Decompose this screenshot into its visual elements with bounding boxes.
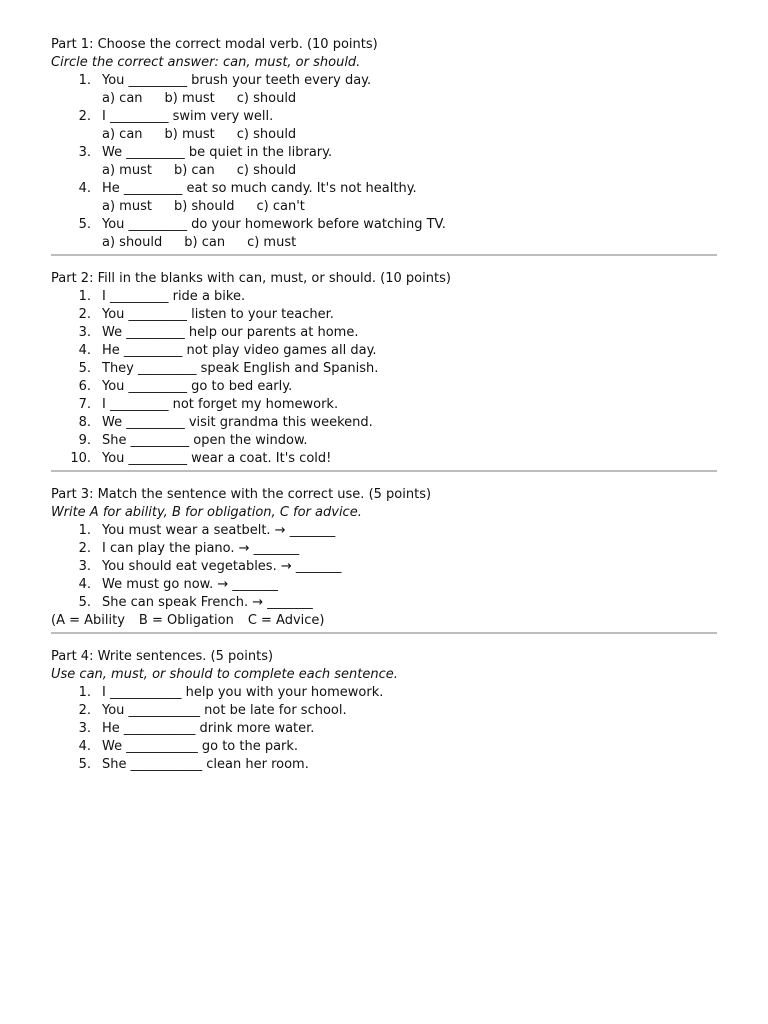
- option-b[interactable]: b) should: [173, 199, 235, 214]
- list-item: [51, 684, 717, 702]
- question-1-options: [51, 90, 717, 108]
- part-3-title: Part 3: Match the sentence with the correct use. (5 points): [51, 487, 432, 502]
- question-number: 2.: [78, 703, 91, 718]
- key-advice: C = Advice): [247, 613, 325, 628]
- question-number: 8.: [78, 415, 91, 430]
- question-text: We _________ be quiet in the library.: [102, 145, 333, 160]
- part-1-section: [51, 36, 717, 252]
- list-item: [51, 342, 717, 360]
- question-number: 5.: [78, 217, 91, 232]
- question-4: [51, 180, 717, 198]
- section-divider: [51, 254, 717, 256]
- question-text: We must go now. → _______: [102, 577, 278, 592]
- list-item: [51, 576, 717, 594]
- question-number: 3.: [78, 559, 91, 574]
- question-2: [51, 108, 717, 126]
- part-2-question-list: [51, 288, 717, 468]
- question-2-options: [51, 126, 717, 144]
- question-text: You _________ brush your teeth every day.: [102, 73, 372, 88]
- question-number: 2.: [78, 307, 91, 322]
- question-text: He _________ eat so much candy. It's not healthy.: [102, 181, 417, 196]
- question-number: 3.: [78, 325, 91, 340]
- question-text: I ___________ help you with your homework.: [102, 685, 384, 700]
- option-a[interactable]: a) must: [102, 199, 152, 214]
- key-obligation: B = Obligation: [138, 613, 234, 628]
- question-4-options: [51, 198, 717, 216]
- list-item: [51, 756, 717, 774]
- question-number: 6.: [78, 379, 91, 394]
- list-item: [51, 540, 717, 558]
- question-text: You _________ listen to your teacher.: [102, 307, 334, 322]
- part-1-question-list: [51, 72, 717, 252]
- question-text: She _________ open the window.: [102, 433, 308, 448]
- question-number: 1.: [78, 289, 91, 304]
- question-number: 4.: [78, 577, 91, 592]
- list-item: [51, 594, 717, 612]
- question-number: 4.: [78, 343, 91, 358]
- list-item: [51, 396, 717, 414]
- question-text: We ___________ go to the park.: [102, 739, 299, 754]
- option-c[interactable]: c) can't: [256, 199, 305, 214]
- question-3: [51, 144, 717, 162]
- list-item: [51, 378, 717, 396]
- answer-key: [51, 612, 717, 630]
- question-number: 2.: [78, 541, 91, 556]
- key-ability: (A = Ability: [51, 613, 125, 628]
- question-text: You should eat vegetables. → _______: [102, 559, 342, 574]
- question-number: 10.: [70, 451, 91, 466]
- question-number: 4.: [78, 739, 91, 754]
- question-text: I can play the piano. → _______: [102, 541, 300, 556]
- question-number: 1.: [78, 523, 91, 538]
- list-item: [51, 360, 717, 378]
- option-a[interactable]: a) can: [102, 127, 143, 142]
- question-1: [51, 72, 717, 90]
- question-number: 1.: [78, 685, 91, 700]
- option-a[interactable]: a) should: [102, 235, 163, 250]
- question-number: 7.: [78, 397, 91, 412]
- option-c[interactable]: c) should: [236, 127, 297, 142]
- question-5-options: [51, 234, 717, 252]
- list-item: [51, 306, 717, 324]
- question-text: She can speak French. → _______: [102, 595, 313, 610]
- section-divider: [51, 470, 717, 472]
- list-item: [51, 450, 717, 468]
- question-text: You ___________ not be late for school.: [102, 703, 347, 718]
- option-a[interactable]: a) can: [102, 91, 143, 106]
- option-c[interactable]: c) should: [236, 163, 297, 178]
- question-number: 5.: [78, 361, 91, 376]
- part-4-question-list: [51, 684, 717, 774]
- list-item: [51, 414, 717, 432]
- list-item: [51, 288, 717, 306]
- question-text: We _________ help our parents at home.: [102, 325, 359, 340]
- question-number: 4.: [78, 181, 91, 196]
- part-1-title: Part 1: Choose the correct modal verb. (10 points): [51, 37, 378, 52]
- part-4-instruction: Use can, must, or should to complete each sentence.: [51, 667, 398, 682]
- question-text: He _________ not play video games all day.: [102, 343, 377, 358]
- question-text: I _________ not forget my homework.: [102, 397, 339, 412]
- question-text: I _________ swim very well.: [102, 109, 274, 124]
- part-1-instruction: Circle the correct answer: can, must, or should.: [51, 55, 361, 70]
- part-2-title: Part 2: Fill in the blanks with can, must, or should. (10 points): [51, 271, 451, 286]
- question-text: I _________ ride a bike.: [102, 289, 246, 304]
- part-3-question-list: [51, 522, 717, 612]
- question-text: You _________ do your homework before watching TV.: [102, 217, 446, 232]
- list-item: [51, 738, 717, 756]
- question-text: He ___________ drink more water.: [102, 721, 315, 736]
- part-4-section: [51, 648, 717, 774]
- option-c[interactable]: c) must: [247, 235, 297, 250]
- option-b[interactable]: b) can: [173, 163, 215, 178]
- option-b[interactable]: b) must: [164, 91, 215, 106]
- worksheet: [51, 36, 717, 774]
- question-text: She ___________ clean her room.: [102, 757, 309, 772]
- question-number: 3.: [78, 145, 91, 160]
- list-item: [51, 432, 717, 450]
- question-text: You must wear a seatbelt. → _______: [102, 523, 336, 538]
- option-c[interactable]: c) should: [236, 91, 297, 106]
- question-number: 3.: [78, 721, 91, 736]
- list-item: [51, 324, 717, 342]
- question-text: You _________ go to bed early.: [102, 379, 293, 394]
- list-item: [51, 720, 717, 738]
- list-item: [51, 522, 717, 540]
- question-text: You _________ wear a coat. It's cold!: [102, 451, 332, 466]
- part-3-instruction: Write A for ability, B for obligation, C for advice.: [51, 505, 362, 520]
- section-divider: [51, 632, 717, 634]
- question-text: We _________ visit grandma this weekend.: [102, 415, 373, 430]
- question-3-options: [51, 162, 717, 180]
- part-2-section: [51, 270, 717, 468]
- question-number: 1.: [78, 73, 91, 88]
- question-5: [51, 216, 717, 234]
- option-b[interactable]: b) can: [184, 235, 226, 250]
- option-b[interactable]: b) must: [164, 127, 215, 142]
- option-a[interactable]: a) must: [102, 163, 152, 178]
- question-text: They _________ speak English and Spanish.: [102, 361, 379, 376]
- question-number: 2.: [78, 109, 91, 124]
- part-3-section: [51, 486, 717, 630]
- list-item: [51, 702, 717, 720]
- question-number: 5.: [78, 757, 91, 772]
- list-item: [51, 558, 717, 576]
- question-number: 9.: [78, 433, 91, 448]
- question-number: 5.: [78, 595, 91, 610]
- part-4-title: Part 4: Write sentences. (5 points): [51, 649, 274, 664]
